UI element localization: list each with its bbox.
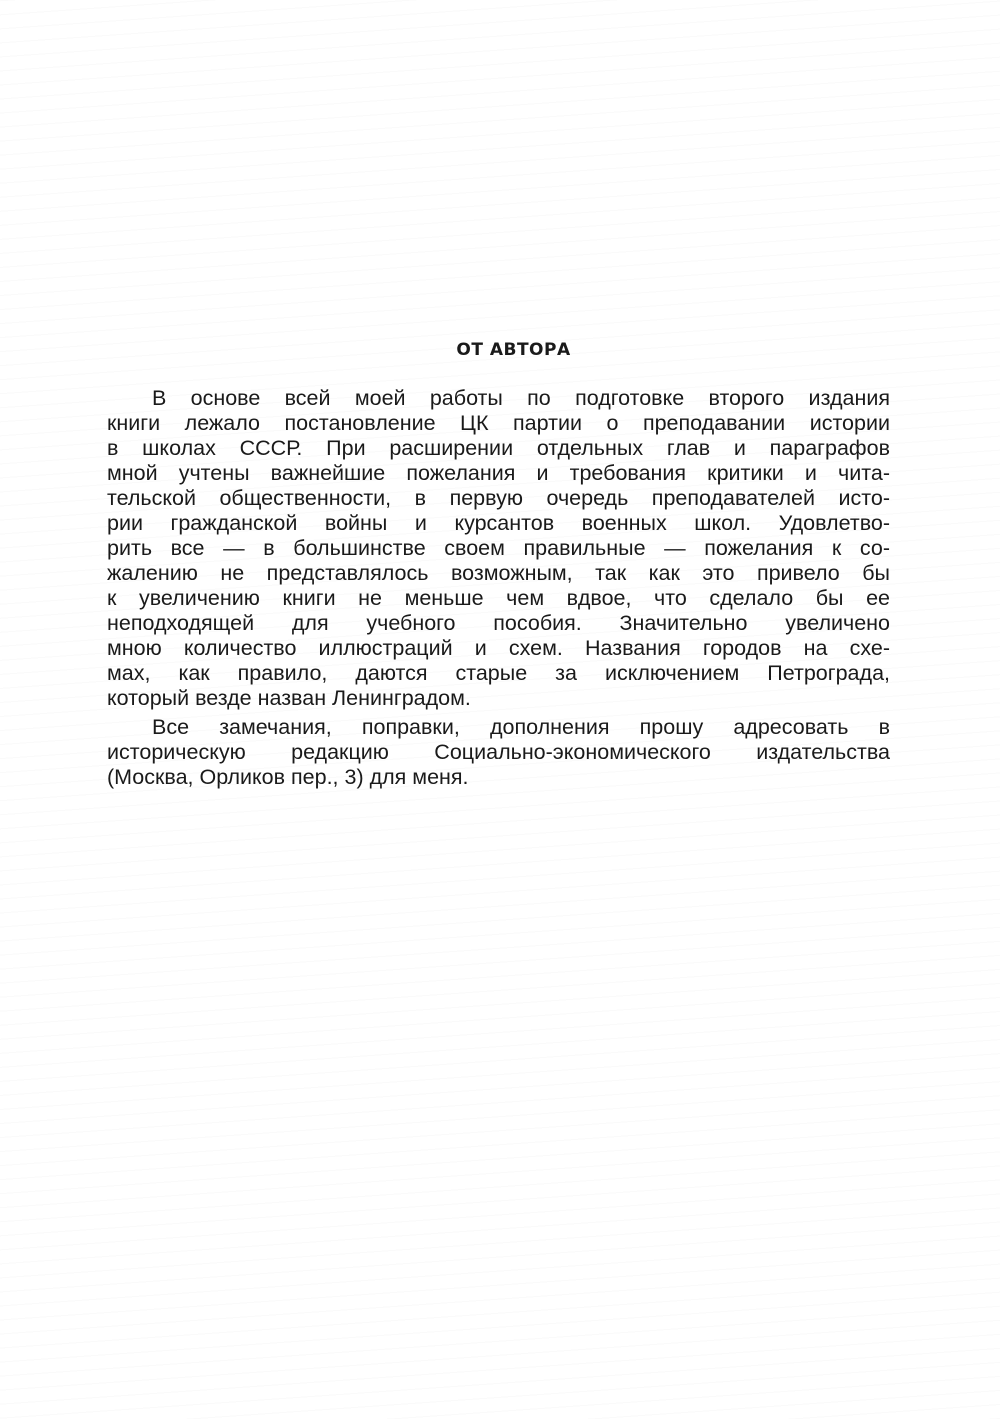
text-line: в школах СССР. При расширении отдельных глав и параграфов (107, 436, 890, 460)
text-line: который везде назван Ленинградом. (107, 686, 471, 710)
text-line: мною количество иллюстраций и схем. Названия городов на схе- (107, 636, 890, 660)
text-line: рии гражданской войны и курсантов военных школ. Удовлетво- (107, 511, 890, 535)
foreword-text-block (107, 340, 890, 790)
text-line: В основе всей моей работы по подготовке второго издания (152, 386, 890, 410)
text-line: жалению не представлялось возможным, так как это привело бы (107, 561, 890, 585)
text-line: к увеличению книги не меньше чем вдвое, что сделало бы ее (107, 586, 890, 610)
text-line: (Москва, Орликов пер., 3) для меня. (107, 765, 469, 789)
text-line: мах, как правило, даются старые за исключением Петрограда, (107, 661, 890, 685)
text-line: историческую редакцию Социально-экономического издательства (107, 740, 890, 764)
text-line: рить все — в большинстве своем правильные — пожелания к со- (107, 536, 890, 560)
paragraph-2 (107, 715, 890, 790)
paragraph-1 (107, 386, 890, 711)
text-line: Все замечания, поправки, дополнения прошу адресовать в (152, 715, 890, 739)
page-title: ОТ АВТОРА (456, 340, 571, 360)
text-line: книги лежало постановление ЦК партии о преподавании истории (107, 411, 890, 435)
text-line: тельской общественности, в первую очередь преподавателей исто- (107, 486, 890, 510)
text-line: неподходящей для учебного пособия. Значительно увеличено (107, 611, 890, 635)
text-line: мной учтены важнейшие пожелания и требования критики и чита- (107, 461, 890, 485)
